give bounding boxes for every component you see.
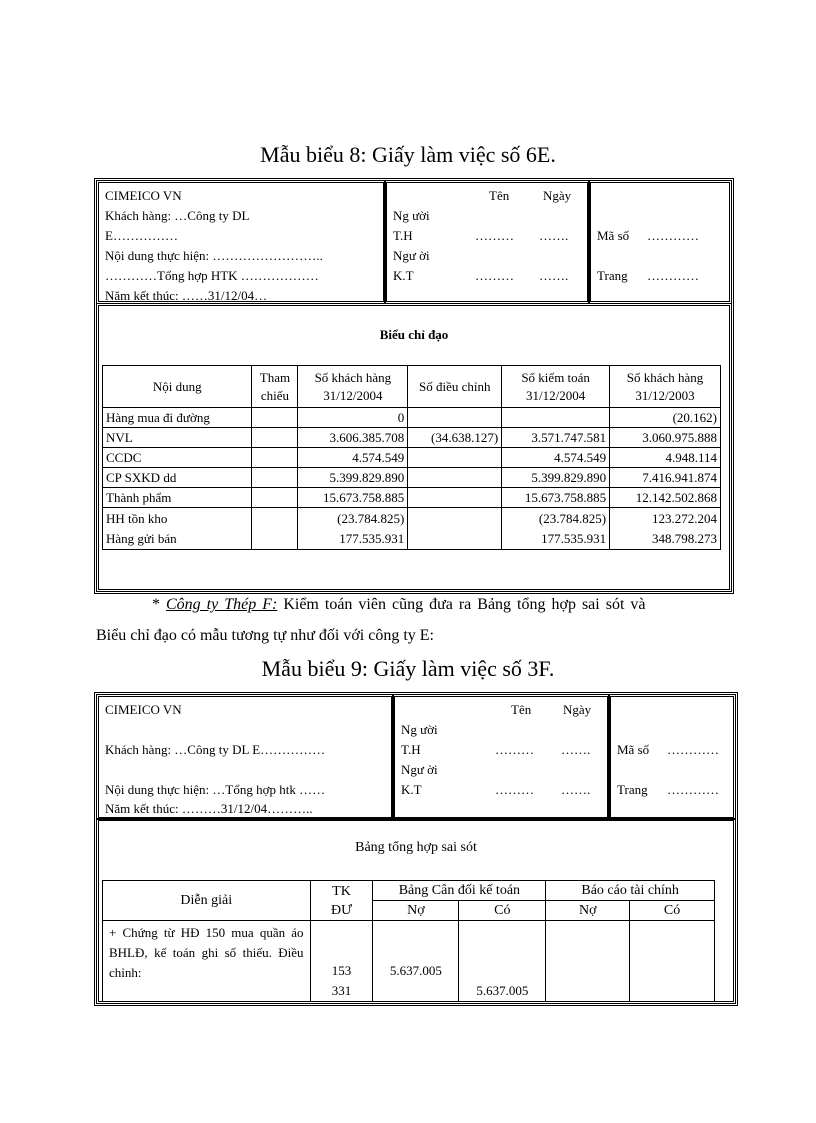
row-client-2004: (23.784.825) (337, 510, 405, 526)
form8-guidance-table (102, 365, 721, 550)
row-bs-credit-cell (459, 921, 546, 1002)
form9-code-value: ………… (667, 742, 719, 757)
row-name: CCDC (103, 448, 252, 468)
form9-page-label: Trang (617, 782, 648, 797)
form9-table-title: Bảng tổng hợp sai sót (355, 840, 477, 855)
row-tk-2: 331 (331, 983, 352, 998)
form8-client-cont: E…………… (105, 228, 178, 243)
col-fr-debit-header: Nợ (546, 901, 630, 921)
row-ref (252, 428, 298, 448)
form8-date-header: Ngày (543, 188, 572, 203)
form9-name-header: Tên (511, 702, 532, 717)
form8-year-end: Năm kết thúc: ……31/12/04… (105, 288, 268, 303)
table-row (103, 508, 721, 550)
table-row (103, 488, 721, 508)
form8-table-title: Biểu chỉ đạo (379, 327, 449, 342)
row-client-2004: 15.673.758.885 (298, 488, 408, 508)
form9-year-end: Năm kết thúc: ………31/12/04……….. (105, 801, 313, 816)
row-client-2003: 3.060.975.888 (610, 428, 721, 448)
form9-date-header: Ngày (563, 702, 592, 717)
row-adjust (408, 448, 502, 468)
row-ref (252, 408, 298, 428)
row-audit-2004-pair (502, 508, 610, 550)
form9-header-row-1 (103, 881, 715, 901)
paragraph-bullet: * (152, 596, 166, 613)
row-adjust (408, 468, 502, 488)
row-audit-2004: 5.399.829.890 (502, 468, 610, 488)
row-client-2004: 5.399.829.890 (298, 468, 408, 488)
form9-info-cell (96, 694, 394, 820)
row-name: HH tồn kho (106, 510, 168, 526)
form8-preparer-label-1: Ng ười (393, 208, 430, 223)
form8-reviewer-label-2: K.T (393, 268, 414, 283)
paragraph-company: Công ty Thép F: (166, 596, 278, 613)
row-fr-debit (546, 921, 630, 1002)
row-client-2004: 177.535.931 (339, 530, 405, 546)
col-bs-credit-header: Có (459, 901, 546, 921)
paragraph-line-1-text: Kiểm toán viên cũng đưa ra Bảng tổng hợp sai sót và (277, 596, 646, 613)
form8-client: Khách hàng: …Công ty DL (105, 208, 250, 223)
row-name: Hàng gửi bán (106, 530, 177, 546)
form9-preparer-label-2: T.H (401, 742, 421, 757)
form8-code-cell (588, 180, 732, 304)
row-ref (252, 468, 298, 488)
table-row (103, 408, 721, 428)
form8-header-row (103, 366, 721, 408)
row-adjust: (34.638.127) (408, 428, 502, 448)
row-tk (310, 921, 373, 1002)
row-client-2004: 0 (298, 408, 408, 428)
form8-content: Nội dung thực hiện: …………………….. (105, 248, 323, 263)
row-client-2003: 348.798.273 (652, 530, 717, 546)
form9-company: CIMEICO VN (105, 702, 182, 717)
form9-code-label: Mã số (617, 742, 650, 757)
col-content-header: Nội dung (103, 366, 252, 408)
row-client-2003: 12.142.502.868 (610, 488, 721, 508)
col-desc-header: Diễn giải (103, 881, 311, 921)
form9-preparer-date: ……. (561, 742, 591, 757)
form9-reviewer-date: ……. (561, 782, 591, 797)
form9-page-value: ………… (667, 782, 719, 797)
form8-company: CIMEICO VN (105, 188, 182, 203)
form8-reviewer-label-1: Ngư ời (393, 248, 430, 263)
table-row (103, 428, 721, 448)
form8-people-cell (384, 180, 590, 304)
row-adjust (408, 408, 502, 428)
form8-info-cell (96, 180, 386, 304)
form9-reviewer-name: ……… (495, 782, 534, 797)
form9-code-cell (608, 694, 736, 820)
row-name: Thành phẩm (103, 488, 252, 508)
form9-content: Nội dung thực hiện: …Tổng hợp htk …… (105, 782, 326, 797)
table-row (103, 448, 721, 468)
form8-preparer-label-2: T.H (393, 228, 413, 243)
form8-page-label: Trang (597, 268, 628, 283)
col-fr-credit-header: Có (630, 901, 715, 921)
form9-preparer-name: ……… (495, 742, 534, 757)
form9-title: Mẫu biểu 9: Giấy làm việc số 3F. (261, 656, 555, 681)
row-bs-debit-cell (373, 921, 459, 1002)
row-client-2003: 4.948.114 (610, 448, 721, 468)
row-audit-2004: 4.574.549 (502, 448, 610, 468)
row-tk-1: 153 (331, 963, 352, 978)
row-bs-credit: 5.637.005 (476, 983, 529, 998)
form9-preparer-label-1: Ng ười (401, 722, 438, 737)
row-bs-debit-spacer (376, 981, 455, 1001)
row-ref (252, 488, 298, 508)
paragraph-line-2: Biểu chỉ đạo có mẫu tương tự như đối với công ty E: (96, 627, 434, 644)
row-audit-2004: 177.535.931 (541, 530, 607, 546)
col-client-2003-header: Số khách hàng 31/12/2003 (610, 366, 721, 408)
row-audit-2004: 15.673.758.885 (502, 488, 610, 508)
row-audit-2004: 3.571.747.581 (502, 428, 610, 448)
row-ref (252, 508, 298, 550)
row-desc: + Chứng từ HĐ 150 mua quần áo BHLĐ, kế toán ghi sổ thiếu. Điều chỉnh: (103, 921, 311, 1002)
form8-preparer-name: ……… (475, 228, 514, 243)
row-name-pair (103, 508, 252, 550)
row-client-2004: 3.606.385.708 (298, 428, 408, 448)
row-audit-2004 (502, 408, 610, 428)
row-client-2003: (20.162) (610, 408, 721, 428)
form8-title: Mẫu biểu 8: Giấy làm việc số 6E. (260, 142, 556, 167)
form8-code-value: ………… (647, 228, 699, 243)
table-row (103, 921, 715, 1002)
row-adjust (408, 488, 502, 508)
row-bs-debit: 5.637.005 (389, 963, 442, 978)
col-client-2004-header: Số khách hàng 31/12/2004 (298, 366, 408, 408)
col-tk-header: TK ĐƯ (310, 881, 373, 921)
form9-errors-table (102, 880, 715, 1002)
col-ref-header: Tham chiếu (252, 366, 298, 408)
form8-reviewer-date: ……. (539, 268, 569, 283)
row-audit-2004: (23.784.825) (538, 510, 607, 526)
row-client-2003: 7.416.941.874 (610, 468, 721, 488)
form8-code-label: Mã số (597, 228, 630, 243)
row-client-2003: 123.272.204 (652, 510, 717, 526)
form8-reviewer-name: ……… (475, 268, 514, 283)
col-audit-2004-header: Số kiểm toán 31/12/2004 (502, 366, 610, 408)
col-financial-report-header: Báo cáo tài chính (546, 881, 715, 901)
row-client-2004: 4.574.549 (298, 448, 408, 468)
form8-page-value: ………… (647, 268, 699, 283)
col-adjust-header: Số điều chỉnh (408, 366, 502, 408)
form8-content-cont: …………Tổng hợp HTK ……………… (105, 268, 319, 283)
row-client-2004-pair (298, 508, 408, 550)
row-name: Hàng mua đi đường (103, 408, 252, 428)
form8-name-header: Tên (489, 188, 510, 203)
col-bs-debit-header: Nợ (373, 901, 459, 921)
row-client-2003-pair (610, 508, 721, 550)
row-name: CP SXKD dd (103, 468, 252, 488)
row-name: NVL (103, 428, 252, 448)
row-adjust (408, 508, 502, 550)
form9-people-cell (392, 694, 610, 820)
form8-preparer-date: ……. (539, 228, 569, 243)
paragraph-line-1 (152, 596, 718, 614)
table-row (103, 468, 721, 488)
form9-client: Khách hàng: …Công ty DL E…………… (105, 742, 326, 757)
row-ref (252, 448, 298, 468)
col-balance-sheet-header: Bảng Cân đối kế toán (373, 881, 546, 901)
form9-reviewer-label-1: Ngư ời (401, 762, 438, 777)
form9-reviewer-label-2: K.T (401, 782, 422, 797)
row-fr-credit (630, 921, 715, 1002)
